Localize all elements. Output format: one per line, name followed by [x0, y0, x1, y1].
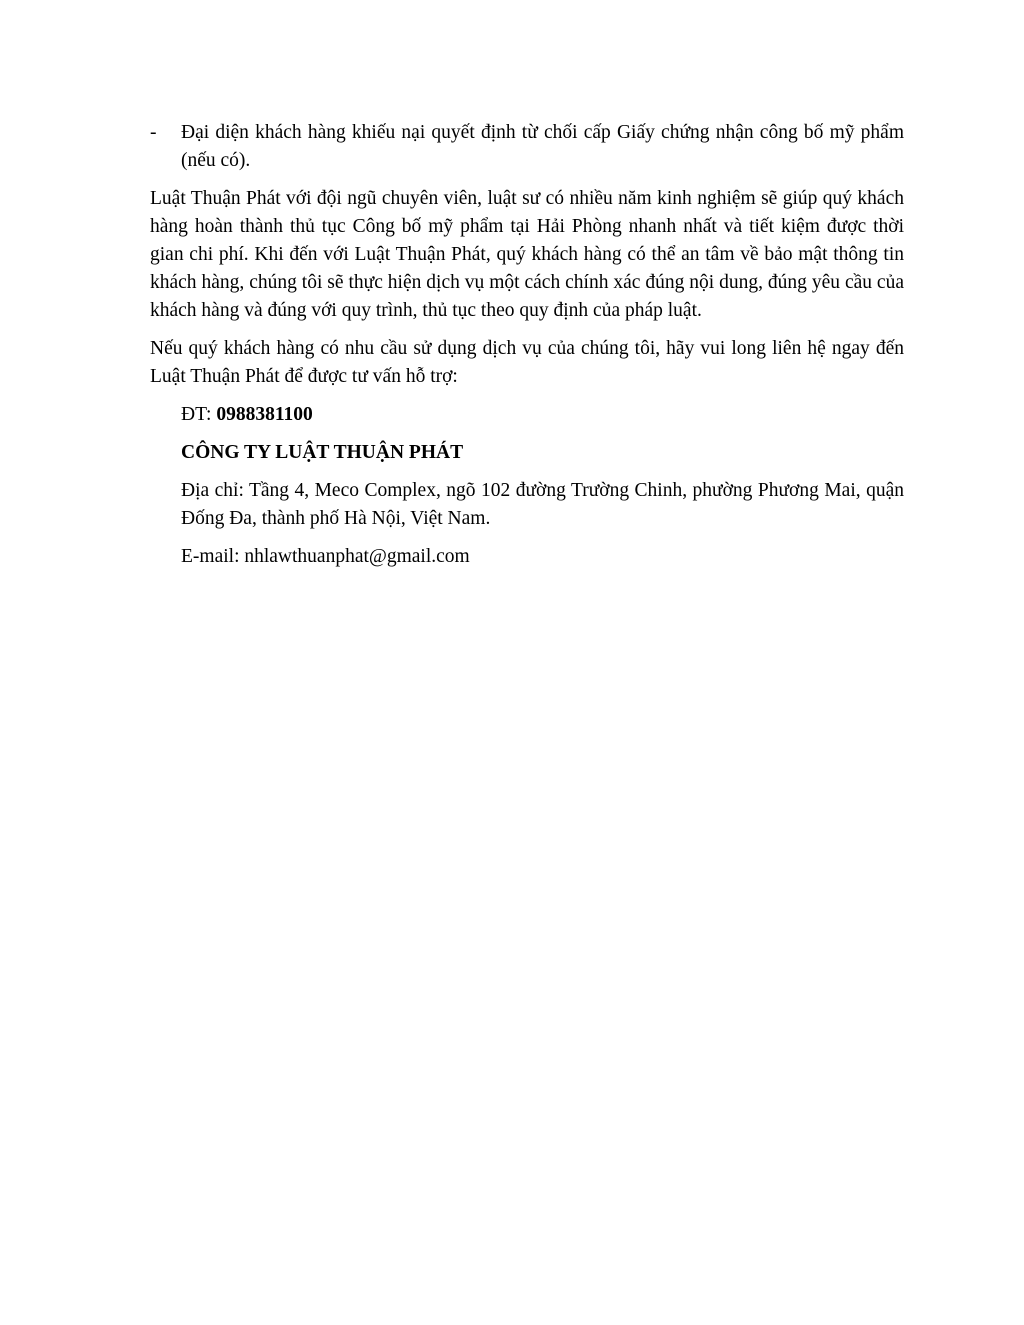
bullet-marker: -	[150, 122, 157, 143]
bullet-text: Đại diện khách hàng khiếu nại quyết định từ chối cấp Giấy chứng nhận công bố mỹ phẩm (nếu có).	[181, 122, 904, 171]
company-email: E-mail: nhlawthuanphat@gmail.com	[181, 546, 470, 567]
company-name: CÔNG TY LUẬT THUẬN PHÁT	[181, 442, 464, 463]
paragraph-contact-intro: Nếu quý khách hàng có nhu cầu sử dụng dịch vụ của chúng tôi, hãy vui long liên hệ ngay đến Luật Thuận Phát để được tư vấn hỗ trợ:	[150, 338, 904, 387]
phone-label: ĐT:	[181, 404, 217, 425]
contact-phone	[150, 401, 904, 429]
company-address: Địa chỉ: Tầng 4, Meco Complex, ngõ 102 đường Trường Chinh, phường Phương Mai, quận Đống Đa, thành phố Hà Nội, Việt Nam.	[181, 480, 904, 529]
bullet-item	[150, 119, 904, 175]
paragraph-services: Luật Thuận Phát với đội ngũ chuyên viên, luật sư có nhiều năm kinh nghiệm sẽ giúp quý khách hàng hoàn thành thủ tục Công bố mỹ phẩm tại Hải Phòng nhanh nhất và tiết kiệm được thời gian chi phí. Khi đến với Luật Thuận Phát, quý khách hàng có thể an tâm về bảo mật thông tin khách hàng, chúng tôi sẽ thực hiện dịch vụ một cách chính xác đúng nội dung, đúng yêu cầu của khách hàng và đúng với quy trình, thủ tục theo quy định của pháp luật.	[150, 188, 904, 321]
document-page	[150, 119, 904, 581]
phone-number: 0988381100	[216, 404, 313, 425]
